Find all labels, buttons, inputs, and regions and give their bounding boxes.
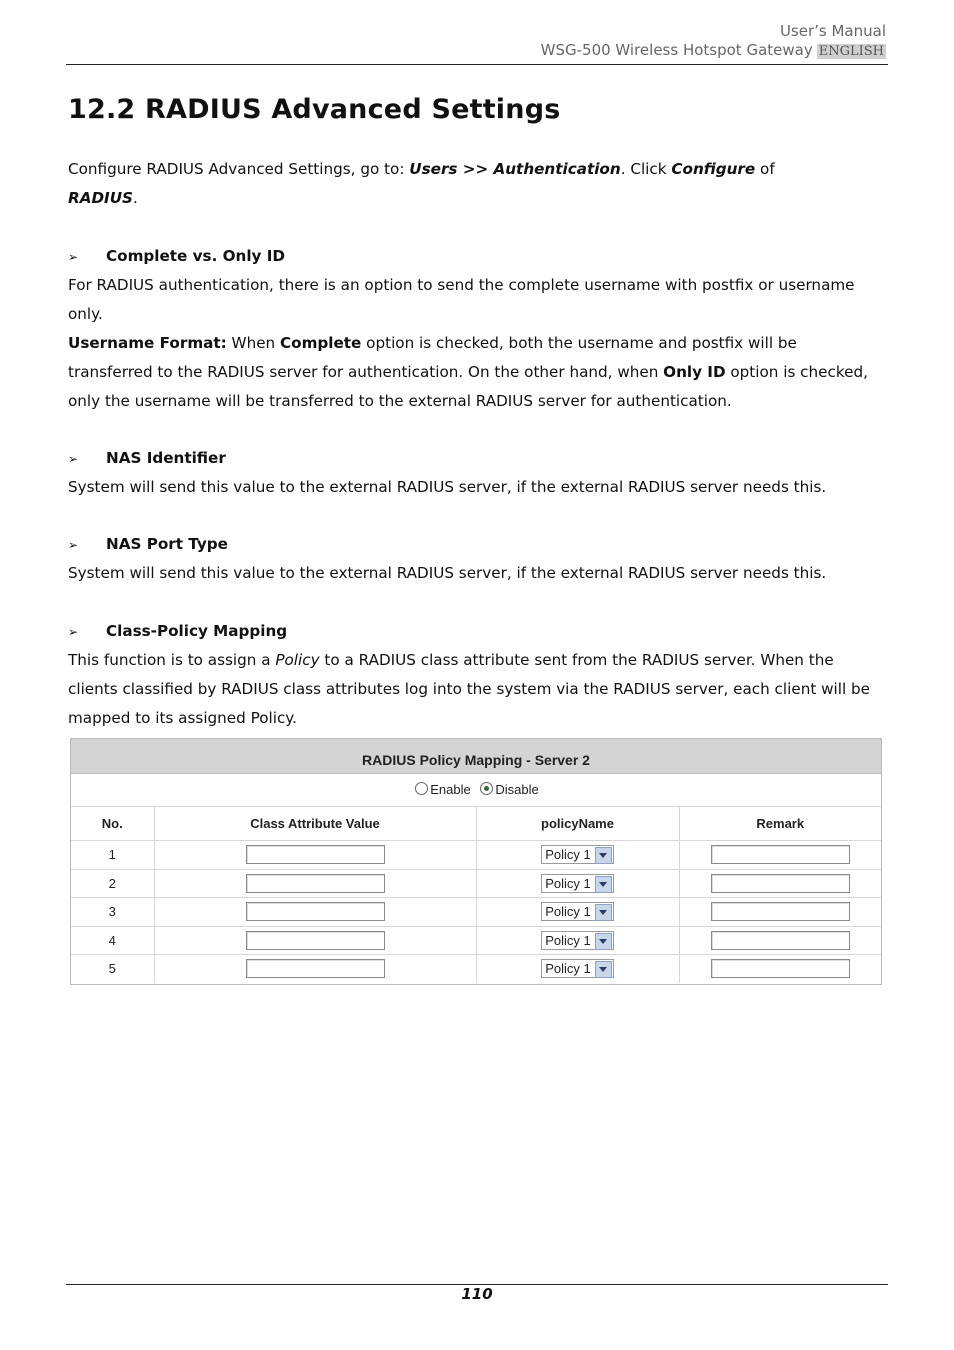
- mapping-table: [71, 807, 881, 983]
- policy-select[interactable]: [541, 902, 614, 921]
- paragraph-nas-port-type: System will send this value to the external RADIUS server, if the external RADIUS server needs this.: [68, 564, 827, 582]
- bullet-heading-class-policy: [68, 617, 287, 647]
- remark-input[interactable]: [711, 874, 850, 893]
- complete-term: Complete: [280, 334, 362, 352]
- row-number: 1: [71, 841, 154, 870]
- enable-disable-group: [71, 774, 881, 807]
- remark-input[interactable]: [711, 931, 850, 950]
- class-attribute-cell: [154, 869, 476, 898]
- heading-text: NAS Identifier: [106, 449, 226, 467]
- policy-cell: [476, 869, 679, 898]
- heading-text: Complete vs. Only ID: [106, 247, 286, 265]
- remark-input[interactable]: [711, 902, 850, 921]
- class-attribute-input[interactable]: [246, 931, 385, 950]
- remark-cell: [679, 869, 881, 898]
- remark-cell: [679, 841, 881, 870]
- table-row: [71, 926, 881, 955]
- heading-text: Class-Policy Mapping: [106, 622, 288, 640]
- enable-radio[interactable]: [415, 782, 428, 795]
- chevron-down-icon[interactable]: [595, 961, 612, 978]
- policy-select[interactable]: [541, 959, 614, 978]
- arrow-bullet-icon: ➢: [68, 538, 79, 552]
- section-title: 12.2 RADIUS Advanced Settings: [68, 94, 561, 125]
- paragraph-text: When: [226, 334, 281, 352]
- class-attribute-cell: [154, 926, 476, 955]
- paragraph-text: option is checked, only the username will be transferred to the external RADIUS server for authentication.: [68, 363, 868, 410]
- class-attribute-input[interactable]: [246, 845, 385, 864]
- intro-text: Configure RADIUS Advanced Settings, go to:: [68, 160, 410, 178]
- paragraph-nas-identifier: System will send this value to the external RADIUS server, if the external RADIUS server needs this.: [68, 478, 827, 496]
- intro-text: . Click: [620, 160, 672, 178]
- product-name: WSG-500 Wireless Hotspot Gateway: [540, 41, 813, 59]
- chevron-down-icon[interactable]: [595, 933, 612, 950]
- chevron-down-icon[interactable]: [595, 876, 612, 893]
- bullet-heading-nas-identifier: [68, 444, 226, 474]
- column-header-remark: Remark: [679, 807, 881, 841]
- policy-select-value: Policy 1: [545, 847, 591, 863]
- class-attribute-input[interactable]: [246, 874, 385, 893]
- remark-cell: [679, 955, 881, 983]
- arrow-bullet-icon: ➢: [68, 625, 79, 639]
- table-row: [71, 841, 881, 870]
- paragraph-text: For RADIUS authentication, there is an option to send the complete username with postfix or username only.: [68, 276, 855, 323]
- class-attribute-input[interactable]: [246, 902, 385, 921]
- policy-cell: [476, 955, 679, 983]
- policy-cell: [476, 841, 679, 870]
- row-number: 2: [71, 869, 154, 898]
- class-attribute-cell: [154, 898, 476, 927]
- column-header-class-attribute: Class Attribute Value: [154, 807, 476, 841]
- row-number: 4: [71, 926, 154, 955]
- chevron-down-icon[interactable]: [595, 904, 612, 921]
- enable-label: Enable: [430, 782, 471, 797]
- intro-text: .: [132, 189, 138, 207]
- policy-select-value: Policy 1: [545, 904, 591, 920]
- radius-term: RADIUS: [68, 189, 133, 207]
- disable-radio[interactable]: [480, 782, 493, 795]
- paragraph-text: This function is to assign a: [68, 651, 276, 669]
- language-tag: ENGLISH: [818, 44, 884, 59]
- remark-cell: [679, 926, 881, 955]
- product-line: [541, 41, 886, 61]
- class-attribute-cell: [154, 841, 476, 870]
- column-header-no: No.: [71, 807, 154, 841]
- page-number: 110: [461, 1285, 493, 1303]
- policy-select[interactable]: [541, 874, 614, 893]
- panel-title: RADIUS Policy Mapping - Server 2: [71, 739, 881, 774]
- table-row: [71, 898, 881, 927]
- menu-path: Users >> Authentication: [409, 160, 621, 178]
- radius-policy-mapping-panel: [70, 738, 882, 985]
- policy-select[interactable]: [541, 845, 614, 864]
- bullet-heading-complete: [68, 242, 285, 272]
- header-divider: [66, 64, 888, 65]
- intro-paragraph: [68, 155, 884, 213]
- intro-text: of: [755, 160, 775, 178]
- paragraph-complete: [68, 271, 884, 416]
- bullet-heading-nas-port-type: [68, 530, 228, 560]
- username-format-label: Username Format:: [68, 334, 227, 352]
- remark-cell: [679, 898, 881, 927]
- policy-select[interactable]: [541, 931, 614, 950]
- policy-select-value: Policy 1: [545, 932, 591, 948]
- policy-cell: [476, 926, 679, 955]
- remark-input[interactable]: [711, 959, 850, 978]
- paragraph-text: to a RADIUS class attribute sent from the RADIUS server. When the clients classified by RADIUS class attributes log into the system via the RADIUS server, each client will be mapped to its assigned Policy.: [68, 651, 870, 727]
- policy-select-value: Policy 1: [545, 875, 591, 891]
- manual-label: User’s Manual: [779, 22, 886, 40]
- class-attribute-input[interactable]: [246, 959, 385, 978]
- policy-cell: [476, 898, 679, 927]
- column-header-policy-name: policyName: [476, 807, 679, 841]
- configure-term: Configure: [671, 160, 756, 178]
- row-number: 3: [71, 898, 154, 927]
- heading-text: NAS Port Type: [106, 535, 228, 553]
- arrow-bullet-icon: ➢: [68, 452, 79, 466]
- policy-term: Policy: [275, 651, 320, 669]
- only-id-term: Only ID: [663, 363, 726, 381]
- arrow-bullet-icon: ➢: [68, 250, 79, 264]
- remark-input[interactable]: [711, 845, 850, 864]
- chevron-down-icon[interactable]: [595, 847, 612, 864]
- table-row: [71, 955, 881, 983]
- page-header: [541, 22, 886, 61]
- table-header-row: [71, 807, 881, 841]
- row-number: 5: [71, 955, 154, 983]
- disable-label: Disable: [495, 782, 539, 797]
- policy-select-value: Policy 1: [545, 961, 591, 977]
- table-row: [71, 869, 881, 898]
- paragraph-text: option is checked, both the username and postfix will be transferred to the RADIUS server for authentication. On the other hand, when: [68, 334, 797, 381]
- paragraph-class-policy: [68, 646, 884, 733]
- class-attribute-cell: [154, 955, 476, 983]
